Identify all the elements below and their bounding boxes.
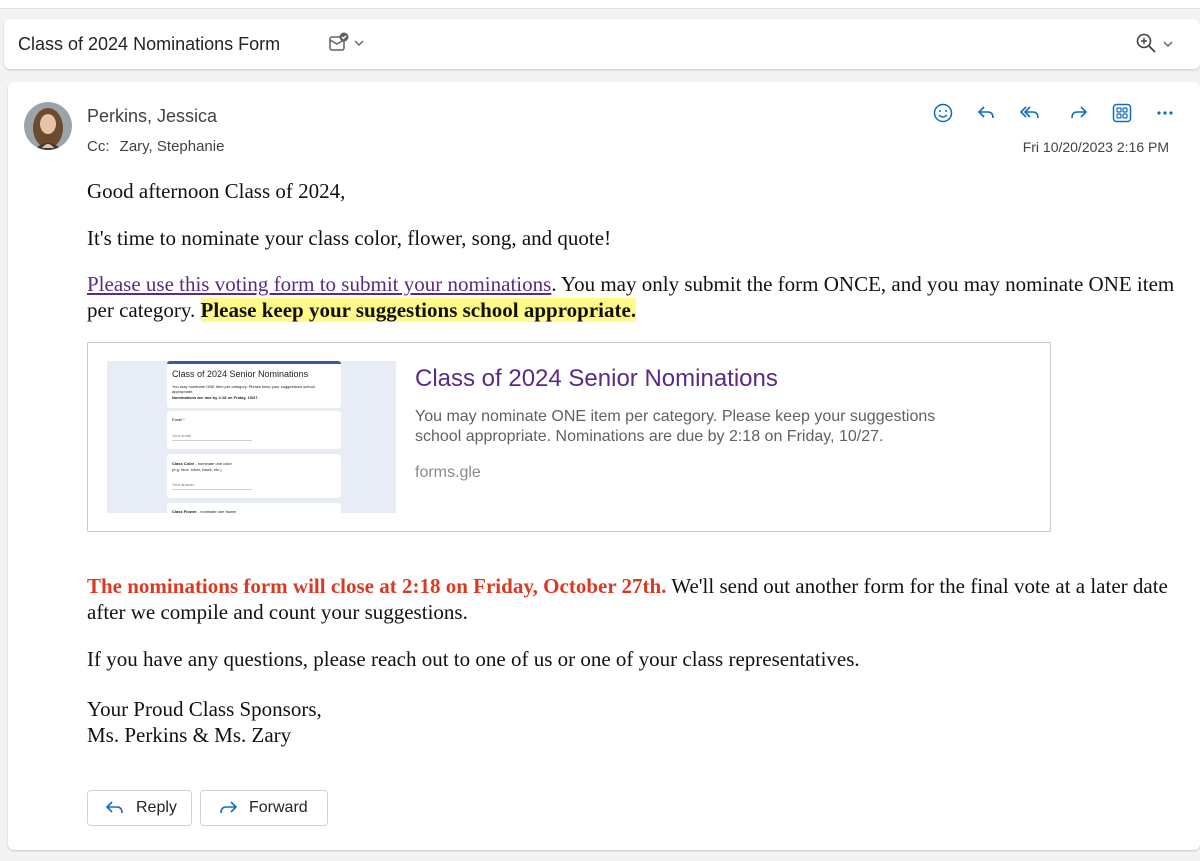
top-strip bbox=[0, 0, 1200, 9]
deadline-followup: We'll send out another form for the final vote at a later date after we compile and count your suggestions. bbox=[87, 574, 1168, 624]
preview-description: You may nominate ONE item per category. Please keep your suggestions school appropriate. Nominations are due by 2:18 on Friday, 10/27. bbox=[415, 408, 936, 445]
chevron-down-icon[interactable] bbox=[353, 37, 365, 49]
more-icon bbox=[1154, 102, 1176, 124]
preview-domain: forms.gle bbox=[415, 464, 481, 481]
appropriate-highlight: Please keep your suggestions school appropriate. bbox=[200, 298, 637, 322]
forward-button[interactable] bbox=[200, 790, 328, 826]
reply-all-icon bbox=[1018, 102, 1042, 124]
emoji-icon bbox=[932, 102, 954, 124]
more-actions-button[interactable] bbox=[1150, 98, 1180, 128]
intro-line: It's time to nominate your class color, flower, song, and quote! bbox=[87, 226, 612, 250]
sender-name[interactable]: Perkins, Jessica bbox=[87, 106, 218, 126]
subject-bar bbox=[4, 19, 1200, 69]
apps-button[interactable] bbox=[1107, 98, 1137, 128]
forward-icon bbox=[217, 798, 239, 818]
summary-envelope-icon[interactable] bbox=[327, 31, 351, 55]
greeting: Good afternoon Class of 2024, bbox=[87, 179, 346, 203]
cc-label: Cc: bbox=[87, 138, 110, 155]
message-card bbox=[8, 82, 1200, 850]
emoji-reaction-button[interactable] bbox=[928, 98, 958, 128]
questions-paragraph: If you have any questions, please reach out to one of us or one of your class representatives. bbox=[87, 647, 860, 671]
zoom-icon[interactable] bbox=[1135, 32, 1157, 54]
reply-all-button[interactable] bbox=[1015, 98, 1045, 128]
link-preview-card[interactable] bbox=[87, 342, 1051, 532]
reply-icon bbox=[975, 102, 997, 124]
voting-form-link[interactable]: Please use this voting form to submit your nominations bbox=[87, 272, 552, 296]
sent-date: Fri 10/20/2023 2:16 PM bbox=[1022, 139, 1169, 155]
form-thumbnail bbox=[107, 361, 396, 513]
instructions-text: . You may only submit the form ONCE, and you may nominate ONE item per category. bbox=[87, 272, 1175, 322]
subject-title: Class of 2024 Nominations Form bbox=[18, 34, 281, 54]
zoom-chevron-down-icon[interactable] bbox=[1162, 38, 1174, 50]
cc-row bbox=[87, 138, 224, 155]
forward-label: Forward bbox=[249, 799, 308, 816]
message-toolbar bbox=[928, 98, 1178, 128]
deadline-red-text: The nominations form will close at 2:18 on Friday, October 27th. bbox=[87, 574, 667, 598]
avatar[interactable] bbox=[24, 102, 72, 150]
cc-recipient[interactable]: Zary, Stephanie bbox=[119, 138, 225, 155]
forward-button-toolbar[interactable] bbox=[1064, 98, 1094, 128]
preview-title[interactable]: Class of 2024 Senior Nominations bbox=[415, 365, 778, 392]
reply-button[interactable] bbox=[87, 790, 192, 826]
thumb-header-card: Class of 2024 Senior Nominations You may nominate ONE item per category. Please keep your suggestions school appropriate. Nominations are due by 2:18 on Friday, 10/27. bbox=[167, 361, 341, 408]
reply-icon bbox=[104, 798, 126, 818]
thumb-color-card: Class Color - nominate one color (e.g. blue, silver, black, etc.) Your answer bbox=[167, 454, 341, 498]
signoff-line-2: Ms. Perkins & Ms. Zary bbox=[87, 723, 292, 747]
deadline-paragraph bbox=[87, 573, 1177, 625]
reply-label: Reply bbox=[136, 799, 177, 816]
signoff-line-1: Your Proud Class Sponsors, bbox=[87, 697, 322, 721]
thumb-flower-card: Class Flower - nominate one flower bbox=[167, 503, 341, 513]
thumb-email-card: Email * Your email bbox=[167, 411, 341, 449]
forward-icon bbox=[1068, 102, 1090, 124]
reply-button-toolbar[interactable] bbox=[971, 98, 1001, 128]
apps-grid-icon bbox=[1111, 102, 1133, 124]
instructions-paragraph bbox=[87, 271, 1177, 323]
